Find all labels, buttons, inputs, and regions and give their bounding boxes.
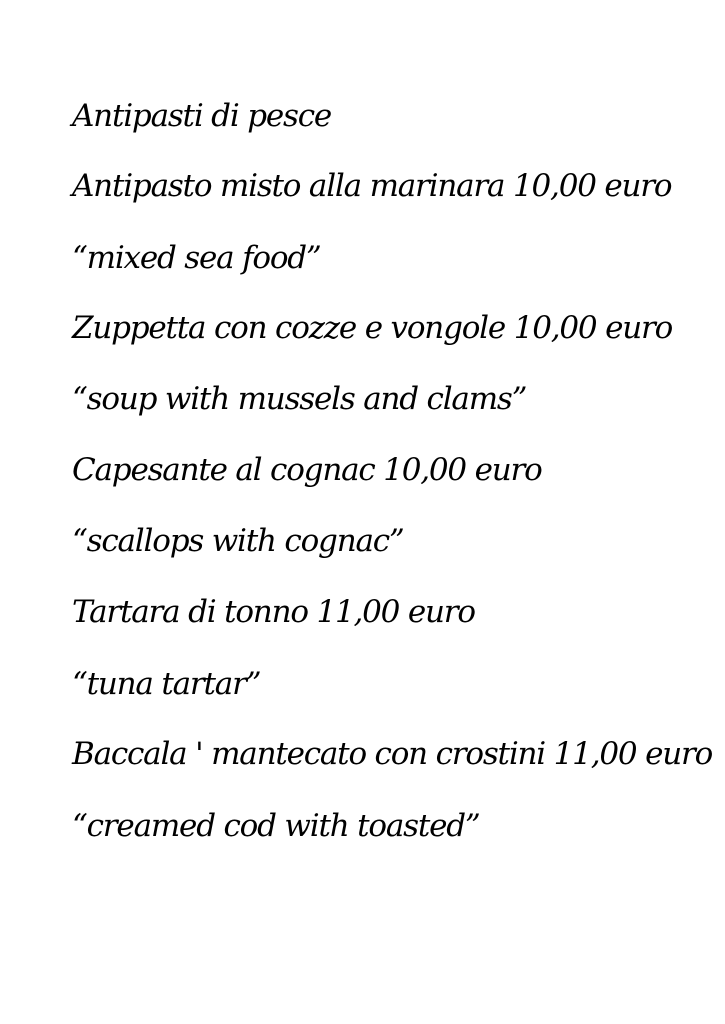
menu-item-translation: “scallops with cognac” [72, 523, 404, 559]
menu-item-name-price: Tartara di tonno 11,00 euro [72, 594, 475, 630]
menu-item-name-price: Baccala ' mantecato con crostini 11,00 euro [72, 736, 713, 772]
menu-item-translation: “creamed cod with toasted” [72, 808, 480, 844]
menu-item-name-price: Zuppetta con cozze e vongole 10,00 euro [72, 310, 673, 346]
menu-item-translation: “soup with mussels and clams” [72, 381, 527, 417]
menu-item-name-price: Capesante al cognac 10,00 euro [72, 452, 542, 488]
menu-item-translation: “mixed sea food” [72, 240, 321, 276]
menu-item-name-price: Antipasto misto alla marinara 10,00 euro [72, 168, 672, 204]
section-title: Antipasti di pesce [72, 98, 332, 134]
menu-item-translation: “tuna tartar” [72, 666, 261, 702]
